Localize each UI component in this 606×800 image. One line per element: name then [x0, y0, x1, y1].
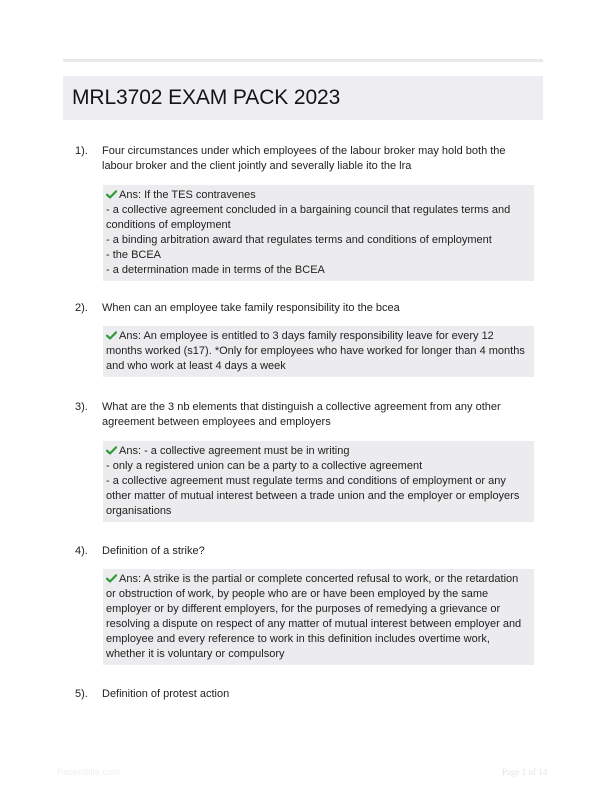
answer-line	[106, 572, 529, 662]
answer-line: - a binding arbitration award that regulates terms and conditions of employment	[106, 234, 492, 246]
check-icon	[106, 574, 117, 583]
answer-line	[106, 444, 529, 459]
answer-line: - a collective agreement must regulate terms and conditions of employment or any other matter of mutual interest between a trade union and the employer or employers organisations	[106, 475, 520, 517]
answer-line: - a determination made in terms of the BCEA	[106, 264, 325, 276]
answer-box	[103, 569, 534, 665]
question-number: 5).	[75, 688, 88, 700]
top-divider	[63, 59, 543, 62]
page-indicator: Page 1 of 14	[502, 767, 548, 777]
check-icon	[106, 446, 117, 455]
question-item-5	[75, 687, 535, 702]
question-text: Definition of a strike?	[102, 545, 205, 557]
question-item-2	[75, 301, 535, 377]
answer-line	[106, 188, 529, 203]
check-icon	[106, 331, 117, 340]
question-text: Four circumstances under which employees of the labour broker may hold both the labour broker and the client jointly and severally liable ito the lra	[102, 145, 506, 172]
footer-watermark: Papersbite.com	[57, 767, 120, 777]
answer-line: - the BCEA	[106, 249, 162, 261]
answer-text: Ans: If the TES contravenes	[119, 189, 256, 201]
question-number: 4).	[75, 545, 88, 557]
question-item-3	[75, 400, 535, 522]
title-banner	[63, 76, 543, 120]
question-number: 2).	[75, 302, 88, 314]
answer-box	[103, 326, 534, 377]
answer-box	[103, 441, 534, 522]
question-number: 3).	[75, 401, 88, 413]
check-icon	[106, 190, 117, 199]
question-item-4	[75, 544, 535, 665]
answer-line: - only a registered union can be a party to a collective agreement	[106, 460, 423, 472]
answer-text: Ans: An employee is entitled to 3 days family responsibility leave for every 12 months worked (s17). *Only for employees who have worked for longer than 4 months and who work at least 4 days a week	[106, 330, 525, 372]
answer-box	[103, 185, 534, 281]
answer-text: Ans: A strike is the partial or complete concerted refusal to work, or the retardation or obstruction of work, by people who are or have been employed by the same employer or by different employers, for the purposes of remedying a grievance or resolving a dispute on respect of any matter of mutual interest between employer and employee and every reference to work in this definition includes overtime work, whether it is voluntary or compulsory	[106, 573, 522, 660]
question-number: 1).	[75, 145, 88, 157]
question-text: Definition of protest action	[102, 688, 230, 700]
question-text: When can an employee take family responsibility ito the bcea	[102, 302, 400, 314]
document-title: MRL3702 EXAM PACK 2023	[72, 86, 341, 109]
question-item-1	[75, 144, 535, 281]
answer-line	[106, 329, 529, 374]
question-text: What are the 3 nb elements that distinguish a collective agreement from any other agreement between employees and employers	[102, 401, 501, 428]
answer-line: - a collective agreement concluded in a bargaining council that regulates terms and conditions of employment	[106, 204, 511, 231]
answer-text: Ans: - a collective agreement must be in writing	[119, 445, 350, 457]
